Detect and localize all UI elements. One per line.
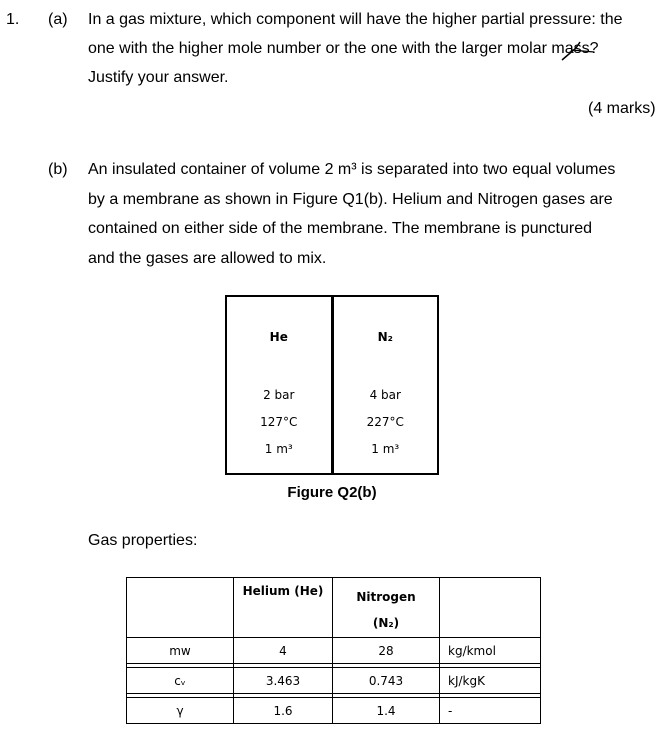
row-gamma-unit: -: [440, 698, 541, 724]
header-unit-blank: [440, 578, 541, 638]
header-nitrogen-line1: Nitrogen: [356, 590, 416, 604]
right-pressure: 4 bar: [369, 388, 401, 402]
part-a-line-1: In a gas mixture, which component will have the higher partial pressure: the: [88, 11, 623, 28]
row-cv-unit: kJ/kgK: [440, 668, 541, 694]
table-row: [127, 698, 541, 724]
row-cv-prop: cᵥ: [127, 668, 234, 694]
part-b-line-1: An insulated container of volume 2 m³ is separated into two equal volumes: [88, 161, 616, 178]
part-a-line-2-text: one with the higher mole number or the one with the larger: [88, 40, 503, 57]
helium-compartment: [227, 297, 331, 473]
right-volume: 1 m³: [371, 442, 400, 456]
part-b-line-4: and the gases are allowed to mix.: [88, 250, 327, 267]
row-gamma-prop: γ: [127, 698, 234, 724]
table-row: [127, 638, 541, 664]
container-figure: [225, 295, 439, 475]
nitrogen-compartment: [331, 297, 438, 473]
row-mw-nitrogen: 28: [333, 638, 440, 664]
header-blank: [127, 578, 234, 638]
left-gas-name: He: [269, 330, 288, 344]
part-a-line-2-tail: mass?: [551, 40, 599, 57]
left-temperature: 127°C: [260, 415, 298, 429]
part-b-label: (b): [48, 161, 68, 178]
row-cv-helium: 3.463: [234, 668, 333, 694]
header-helium: Helium (He): [234, 578, 333, 638]
part-b-line-2: by a membrane as shown in Figure Q1(b). Helium and Nitrogen gases are: [88, 191, 613, 208]
left-volume: 1 m³: [264, 442, 293, 456]
part-b-line-3: contained on either side of the membrane. The membrane is punctured: [88, 220, 592, 237]
row-gamma-nitrogen: 1.4: [333, 698, 440, 724]
header-nitrogen: [333, 578, 440, 638]
gas-properties-table: [126, 577, 541, 724]
right-temperature: 227°C: [366, 415, 404, 429]
part-a-line-2: [88, 39, 599, 59]
struck-word-molar: molar: [506, 40, 547, 57]
question-number: 1.: [6, 11, 20, 28]
figure-caption: Figure Q2(b): [287, 484, 377, 501]
table-row: [127, 668, 541, 694]
part-a-marks: (4 marks): [588, 100, 656, 117]
row-mw-helium: 4: [234, 638, 333, 664]
part-a-label: (a): [48, 11, 68, 28]
row-gamma-helium: 1.6: [234, 698, 333, 724]
table-header-row: [127, 578, 541, 638]
row-mw-prop: mw: [127, 638, 234, 664]
row-cv-nitrogen: 0.743: [333, 668, 440, 694]
row-mw-unit: kg/kmol: [440, 638, 541, 664]
part-a-line-3: Justify your answer.: [88, 69, 229, 86]
header-nitrogen-line2: (N₂): [372, 616, 400, 630]
right-gas-name: N₂: [377, 330, 393, 344]
gas-properties-heading: Gas properties:: [88, 532, 198, 549]
left-pressure: 2 bar: [263, 388, 295, 402]
